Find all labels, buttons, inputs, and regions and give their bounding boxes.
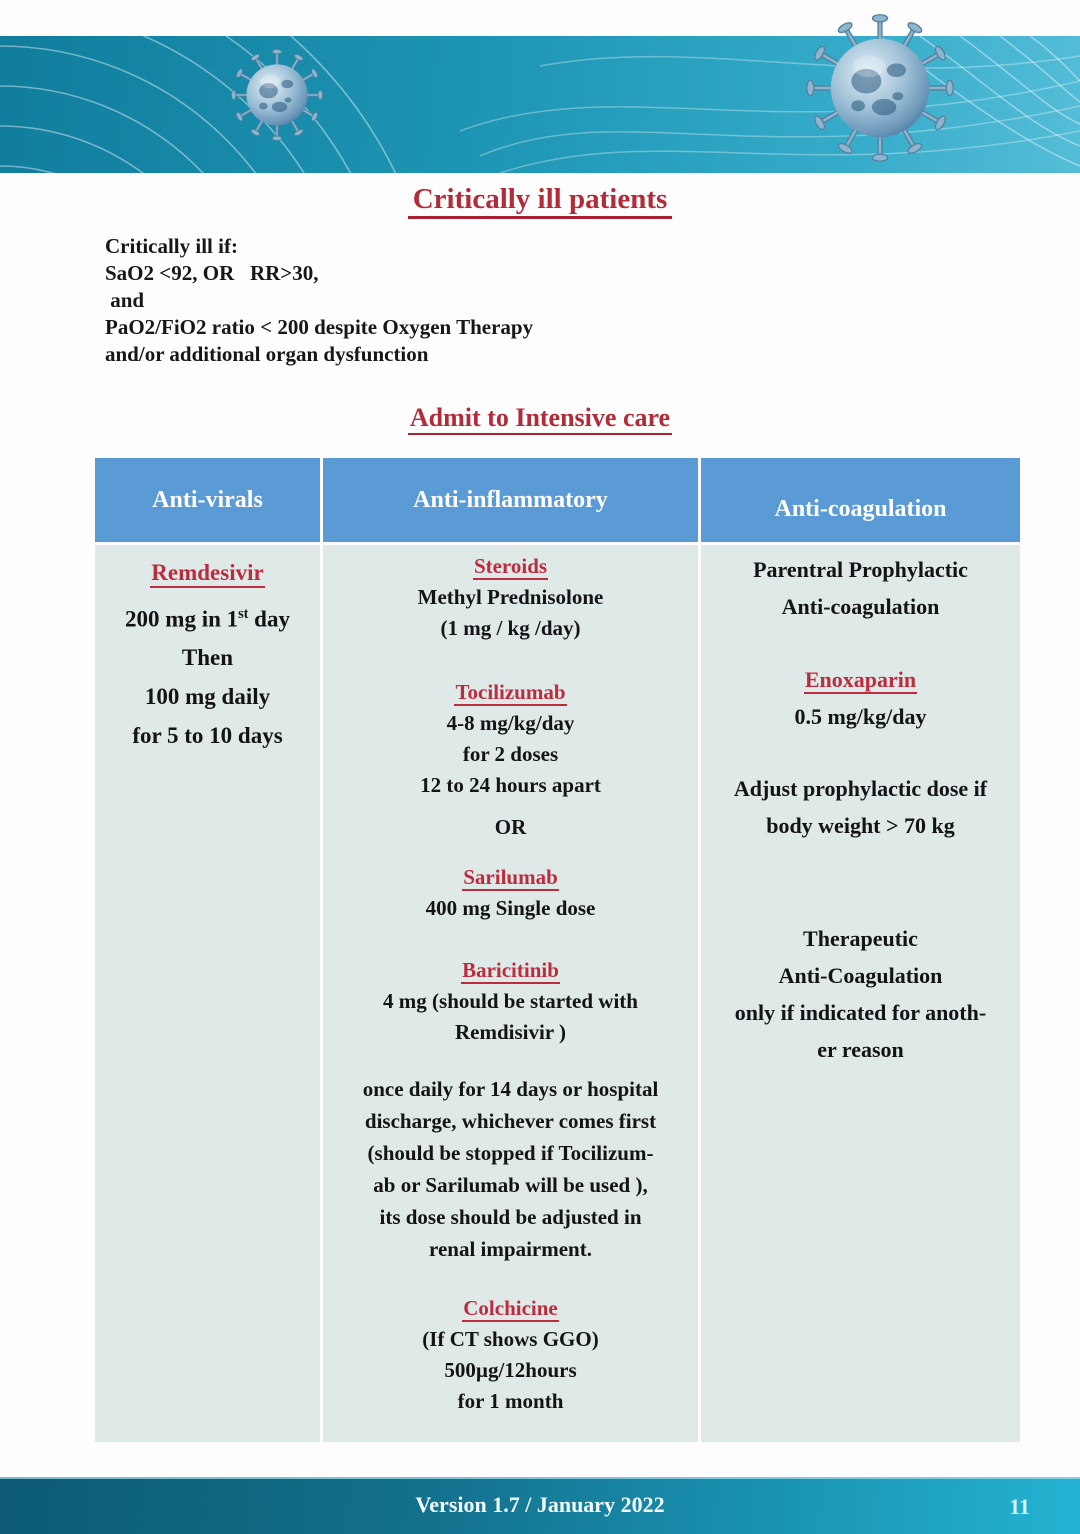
- criteria-line: and: [105, 288, 145, 312]
- drug-name: Steroids: [473, 554, 548, 578]
- note-line: its dose should be adjusted in: [379, 1205, 642, 1229]
- drug-name: Baricitinib: [462, 958, 559, 982]
- or-separator: OR: [494, 815, 527, 839]
- dose-line: for 2 doses: [462, 742, 559, 766]
- header-label: Anti-virals: [152, 486, 263, 513]
- dose-line: Anti-coagulation: [781, 594, 940, 619]
- version-label: Version 1.7 / January 2022: [415, 1492, 665, 1517]
- dose-line: Anti-Coagulation: [778, 963, 943, 988]
- footer-bar: [0, 1477, 1080, 1534]
- dose-line: Adjust prophylactic dose if: [733, 776, 988, 801]
- column-header-antivirals: [95, 458, 320, 542]
- column-header-anti-inflammatory: [323, 458, 698, 542]
- drug-heading-remdesivir: [95, 560, 320, 588]
- dose-line: er reason: [817, 1037, 904, 1062]
- treatment-table: [95, 458, 1020, 1442]
- dose-line: Then: [181, 645, 234, 671]
- dose-text: day: [248, 606, 290, 632]
- note-line: discharge, whichever comes first: [364, 1109, 657, 1133]
- coronavirus-icon-left: [226, 44, 328, 146]
- note-line: once daily for 14 days or hospital: [362, 1077, 659, 1101]
- dose-text: 200 mg in 1: [125, 606, 239, 632]
- dose-line: 500µg/12hours: [444, 1358, 577, 1382]
- drug-name: Tocilizumab: [455, 680, 566, 704]
- header-label: Anti-inflammatory: [413, 486, 608, 513]
- dose-line: 4 mg (should be started with: [383, 989, 638, 1013]
- drug-heading-baricitinib: [323, 955, 698, 986]
- drug-heading-steroids: [323, 551, 698, 582]
- dose-line: 0.5 mg/kg/day: [794, 704, 927, 729]
- antivirals-column: [95, 545, 320, 1442]
- dose-line: Parentral Prophylactic: [753, 557, 968, 582]
- coronavirus-icon-right: [798, 6, 962, 170]
- note-line: (should be stopped if Tocilizum-: [367, 1141, 654, 1165]
- dose-superscript: st: [238, 605, 249, 622]
- dose-line: Remdisivir ): [454, 1020, 567, 1044]
- drug-heading-enoxaparin: [701, 661, 1020, 698]
- dose-line: [95, 601, 320, 633]
- dose-line: 400 mg Single dose: [425, 896, 596, 920]
- criteria-line: PaO2/FiO2 ratio < 200 despite Oxygen Therapy: [105, 315, 534, 339]
- criteria-text: [105, 233, 533, 368]
- dose-line: (1 mg / kg /day): [440, 616, 581, 640]
- dose-line: 100 mg daily: [144, 684, 271, 710]
- drug-name: Enoxaparin: [804, 667, 917, 692]
- page-number: 11: [1009, 1494, 1030, 1519]
- dose-line: Therapeutic: [803, 926, 918, 951]
- dose-line: 12 to 24 hours apart: [420, 773, 601, 797]
- criteria-line: Critically ill if:: [105, 234, 238, 258]
- column-header-anticoagulation: [701, 458, 1020, 542]
- dose-line: only if indicated for anoth-: [734, 1000, 987, 1025]
- admit-subtitle-text: Admit to Intensive care: [408, 403, 672, 435]
- anti-inflammatory-column: [323, 545, 698, 1442]
- page-title: [0, 183, 1080, 216]
- dose-line: (If CT shows GGO): [422, 1327, 599, 1351]
- drug-heading-sarilumab: [323, 862, 698, 893]
- drug-name: Colchicine: [463, 1296, 558, 1320]
- drug-heading-tocilizumab: [323, 677, 698, 708]
- criteria-line: SaO2 <92, OR RR>30,: [105, 261, 319, 285]
- dose-line: for 1 month: [457, 1389, 564, 1413]
- note-line: renal impairment.: [429, 1237, 592, 1261]
- drug-name: Remdesivir: [150, 561, 264, 588]
- dose-line: 4-8 mg/kg/day: [446, 711, 575, 735]
- criteria-line: and/or additional organ dysfunction: [105, 342, 429, 366]
- dose-line: for 5 to 10 days: [132, 723, 283, 749]
- drug-name: Sarilumab: [463, 865, 558, 889]
- page-title-text: Critically ill patients: [408, 183, 673, 219]
- note-line: ab or Sarilumab will be used ),: [373, 1173, 648, 1197]
- header-label: Anti-coagulation: [774, 495, 947, 522]
- admit-subtitle: [0, 403, 1080, 433]
- anticoagulation-column: [701, 545, 1020, 1442]
- drug-heading-colchicine: [323, 1293, 698, 1324]
- dose-line: Methyl Prednisolone: [417, 585, 604, 609]
- dose-line: body weight > 70 kg: [766, 813, 955, 838]
